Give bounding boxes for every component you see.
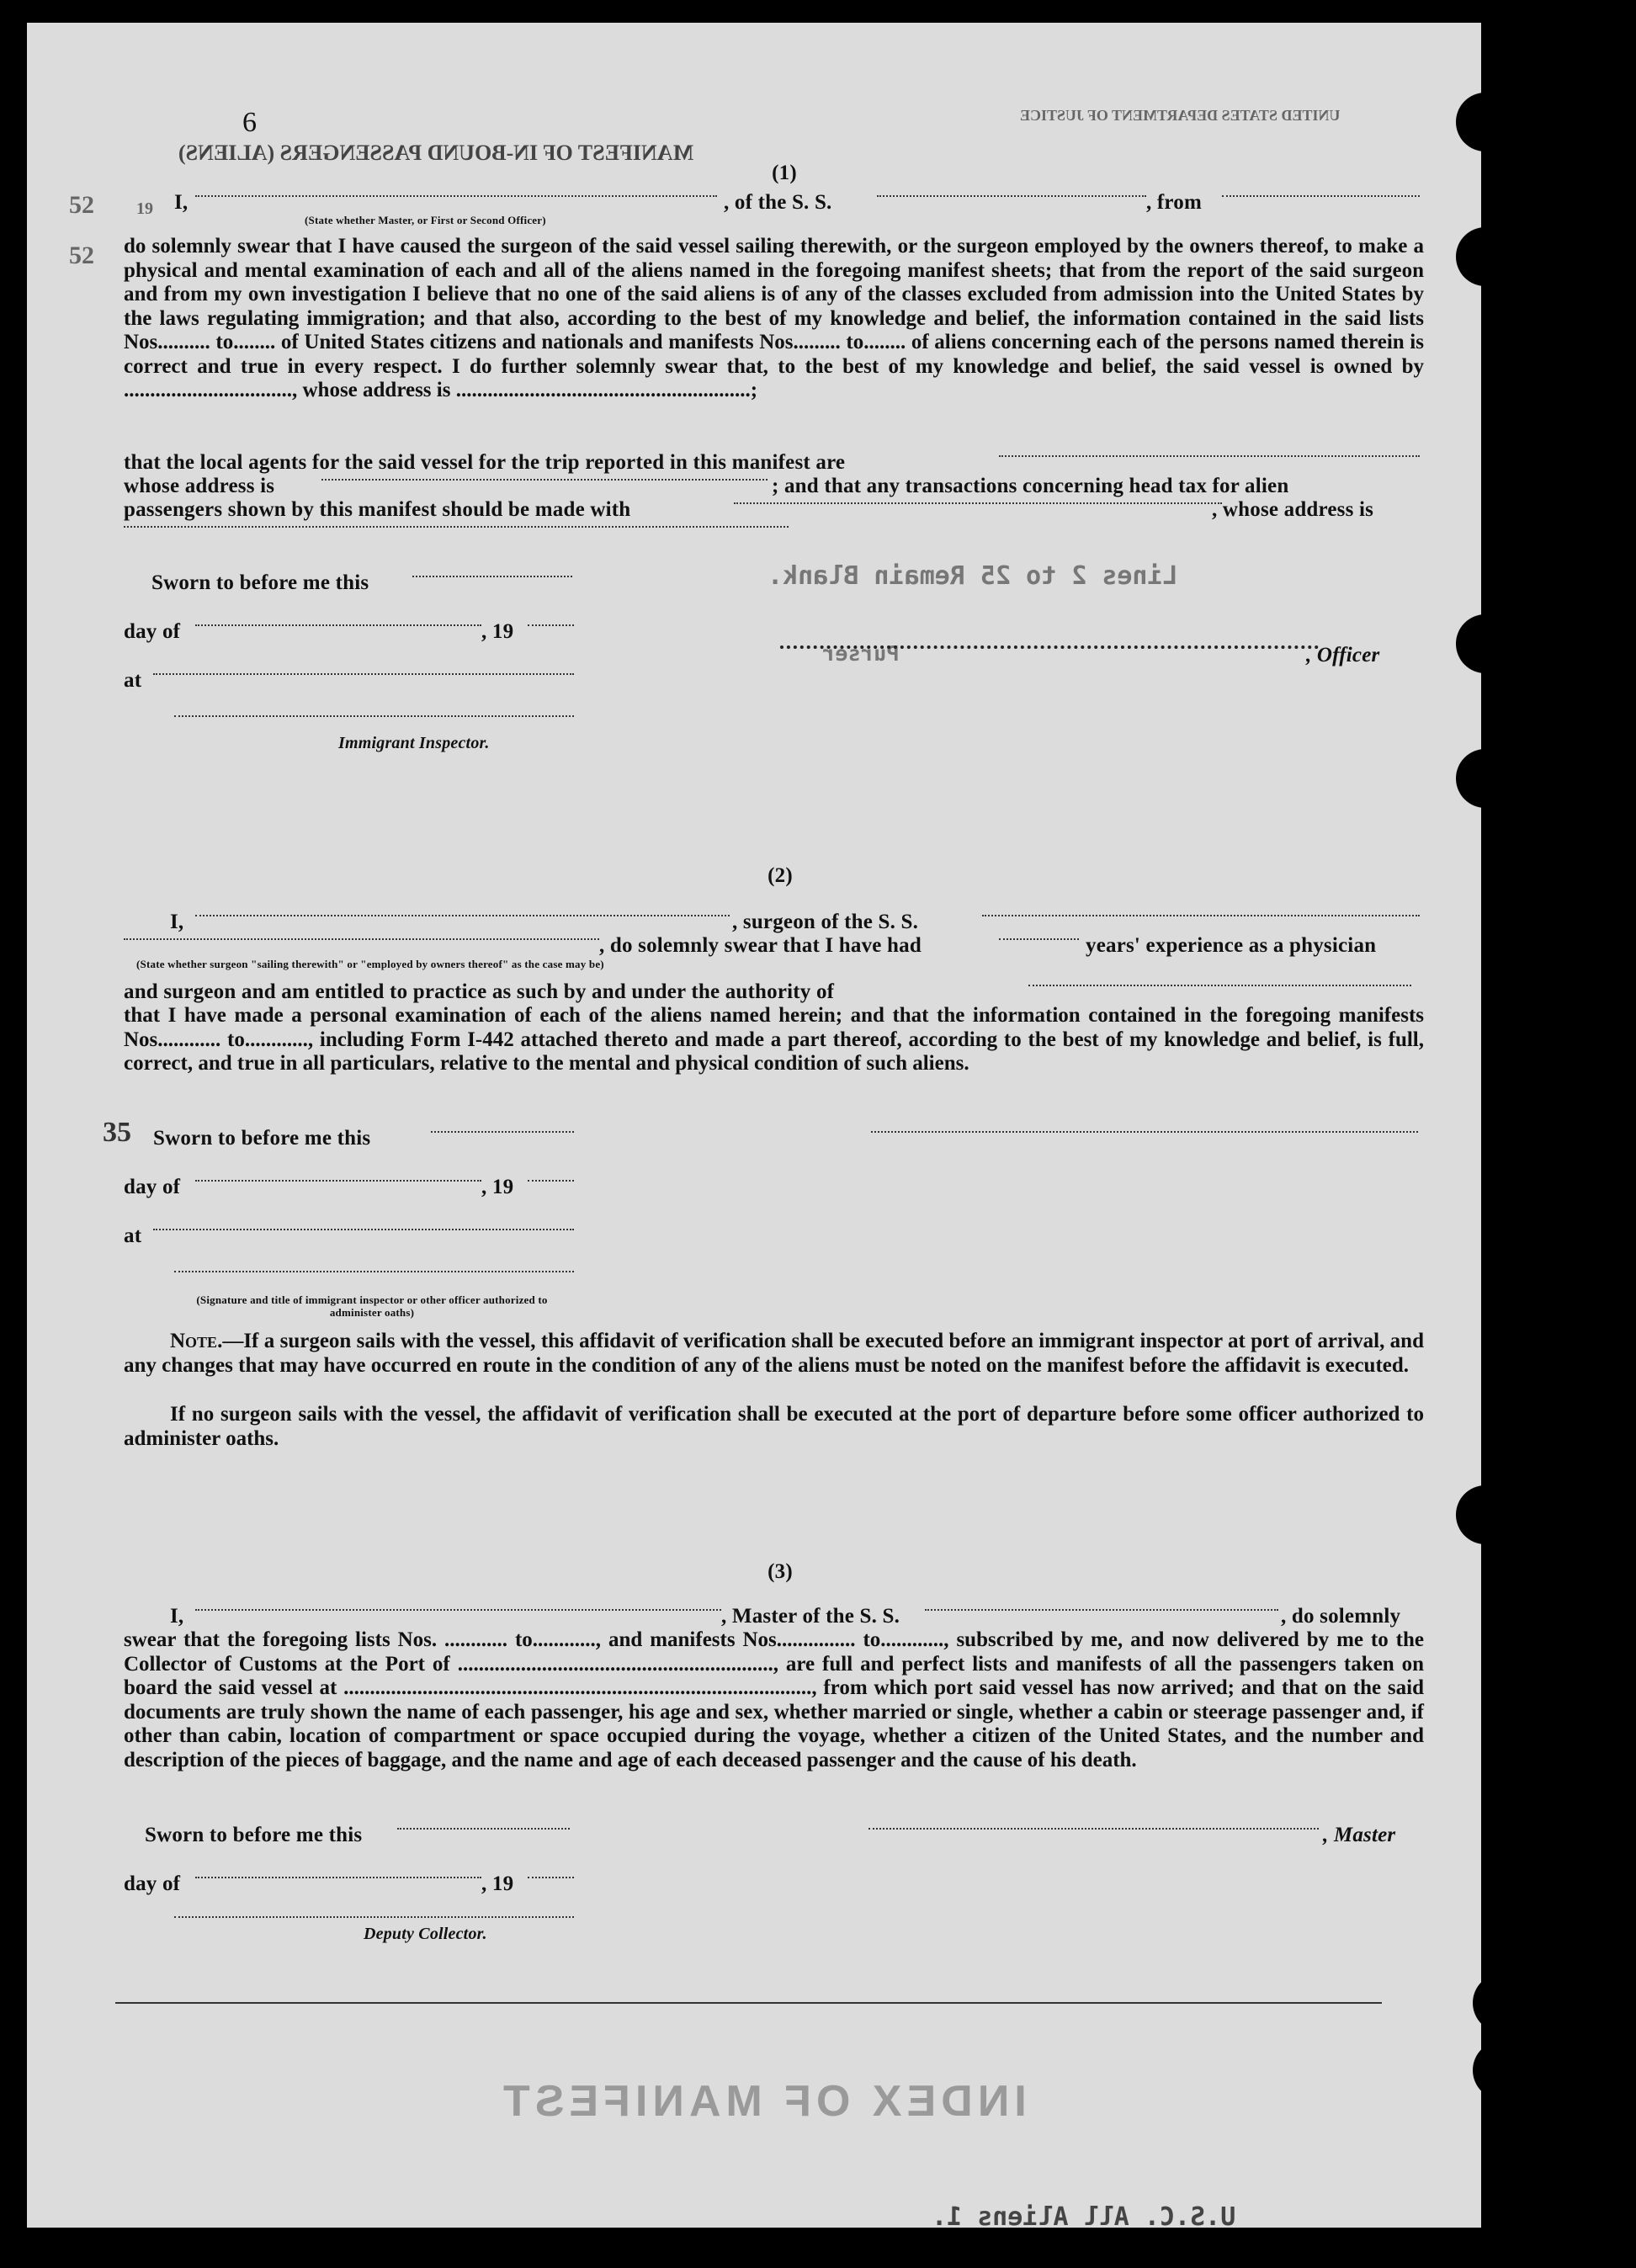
reversed-form-header: UNITED STATES DEPARTMENT OF JUSTICE bbox=[1020, 107, 1341, 124]
punch-hole bbox=[1473, 1973, 1532, 2032]
s2-day-of: day of bbox=[124, 1176, 181, 1198]
section-2-number: (2) bbox=[768, 864, 793, 887]
s1-sworn: Sworn to before me this bbox=[151, 571, 369, 594]
s3-i: I, bbox=[170, 1605, 184, 1628]
s1-immigrant-inspector: Immigrant Inspector. bbox=[338, 734, 490, 752]
s3-nineteen: , 19 bbox=[481, 1872, 514, 1895]
section-1-number: (1) bbox=[772, 162, 797, 184]
punch-hole bbox=[1456, 93, 1515, 151]
punch-hole bbox=[1456, 614, 1515, 673]
s3-paragraph: swear that the foregoing lists Nos. ............ to............, and manifests Nos............... to............, subscribed by me, and now delivered by me to the Collector of Customs at the Port of ............................................................, are full and perfect lists and manifests of all the passengers taken on board the said vessel at ........................................................................................., from which port said vessel has now arrived; and that on the said documents are truly shown the name of each passenger, his age and sex, whether married or single, whether a cabin or steerage passenger and, if other than cabin, location of compartment or space occupied during the voyage, whether a citizen of the United States, and the number and description of the pieces of baggage, and the name and age of each deceased passenger and the cause of his death. bbox=[124, 1628, 1424, 1771]
lines-blank-stamp: Lines 2 to 25 Remain Blank. bbox=[768, 561, 1178, 591]
s1-day-of: day of bbox=[124, 620, 181, 643]
s2-surgeon: , surgeon of the S. S. bbox=[732, 911, 919, 933]
side-number-top: 52 bbox=[69, 191, 94, 219]
side-number-19: 19 bbox=[136, 199, 153, 218]
s1-officer: , Officer bbox=[1306, 644, 1380, 667]
s2-signature-note: (Signature and title of immigrant inspector or other officer authorized to administer oaths) bbox=[196, 1293, 548, 1319]
manifest-number: 6 bbox=[242, 107, 258, 138]
s2-at: at bbox=[124, 1224, 142, 1247]
side-number-mid: 52 bbox=[69, 242, 94, 269]
s2-paragraph: that I have made a personal examination of each of the aliens named herein; and that the information contained in the foregoing manifests Nos............ to............, including Form I-442 attached thereto and made a part thereof, according to the best of my knowledge and belief, is full, correct, and true in all particulars, relative to the mental and physical condition of such aliens. bbox=[124, 1004, 1424, 1075]
s1-of-ss: , of the S. S. bbox=[724, 191, 832, 214]
bottom-stamp: U.S.C. All Aliens 1. bbox=[932, 2202, 1236, 2232]
s3-master: , Master of the S. S. bbox=[721, 1605, 900, 1628]
bottom-rule bbox=[115, 2002, 1382, 2004]
punch-hole bbox=[1481, 1119, 1540, 1178]
s1-purser-stamp: Purser bbox=[822, 641, 900, 666]
punch-hole bbox=[1481, 1620, 1540, 1679]
s3-deputy-collector: Deputy Collector. bbox=[364, 1925, 487, 1943]
s1-officer-note: (State whether Master, or First or Second Officer) bbox=[305, 214, 546, 226]
s1-agents: that the local agents for the said vessel for the trip reported in this manifest are bbox=[124, 451, 846, 474]
section-3-number: (3) bbox=[768, 1560, 793, 1583]
punch-hole bbox=[1481, 2108, 1540, 2167]
s2-sworn: Sworn to before me this bbox=[153, 1127, 371, 1150]
punch-hole bbox=[1473, 2041, 1532, 2100]
note-label: Note. bbox=[170, 1330, 223, 1352]
s1-i: I, bbox=[174, 191, 189, 214]
note-text: —If a surgeon sails with the vessel, this affidavit of verification shall be executed before an immigrant inspector at port of arrival, and any changes that may have occurred en route in the condition of any of the aliens must be noted on the manifest before the affidavit is executed. bbox=[124, 1330, 1424, 1377]
s3-master-sig: , Master bbox=[1323, 1824, 1396, 1846]
s2-note-paragraph-2: If no surgeon sails with the vessel, the affidavit of verification shall be executed at the port of departure before some officer authorized to administer oaths. bbox=[124, 1403, 1424, 1450]
s3-day-of: day of bbox=[124, 1872, 181, 1895]
s1-oath-paragraph: do solemnly swear that I have caused the surgeon of the said vessel sailing therewith, or the surgeon employed by the owners thereof, to make a physical and mental examination of each and all of the aliens named in the foregoing manifest sheets; that from the report of the said surgeon and from my own investigation I believe that no one of the said aliens is of any of the classes excluded from admission into the United States by the laws regulating immigration; and that also, according to the best of my knowledge and belief, the information contained in the said lists Nos.......... to........ of United States citizens and nationals and manifests Nos......... to........ of aliens concerning each of the persons named therein is correct and true in every respect. I do further solemnly swear that, to the best of my knowledge and belief, the said vessel is owned by ................................, whose address is ........................................................; bbox=[124, 235, 1424, 401]
reversed-header-text: MANIFEST OF IN-BOUND PASSENGERS (ALIENS) bbox=[178, 141, 694, 165]
s3-solemnly: , do solemnly bbox=[1281, 1605, 1401, 1628]
s1-nineteen: , 19 bbox=[481, 620, 514, 643]
punch-hole bbox=[1456, 749, 1515, 808]
s2-swear: , do solemnly swear that I have had bbox=[599, 934, 922, 957]
s1-head-tax: ; and that any transactions concerning head tax for alien bbox=[772, 475, 1289, 497]
s2-surgeon-note: (State whether surgeon "sailing therewith" or "employed by owners thereof" as the case may be) bbox=[136, 958, 604, 970]
punch-hole bbox=[1494, 265, 1553, 324]
s2-years: years' experience as a physician bbox=[1086, 934, 1377, 957]
manifest-page bbox=[27, 23, 1481, 2232]
s1-whose-address-is: , whose address is bbox=[1212, 498, 1374, 521]
punch-hole bbox=[1456, 1485, 1515, 1544]
s2-note-paragraph bbox=[124, 1330, 1424, 1378]
handwritten-number: 35 bbox=[103, 1117, 131, 1148]
s1-whose-address: whose address is bbox=[124, 475, 275, 497]
s2-i: I, bbox=[170, 911, 184, 933]
s2-nineteen: , 19 bbox=[481, 1176, 514, 1198]
s1-from: , from bbox=[1146, 191, 1202, 214]
s1-passengers: passengers shown by this manifest should be made with bbox=[124, 498, 631, 521]
s1-at: at bbox=[124, 669, 142, 692]
s3-sworn: Sworn to before me this bbox=[145, 1824, 363, 1846]
s2-authority: and surgeon and am entitled to practice as such by and under the authority of bbox=[124, 980, 835, 1003]
ghost-bleed-text: INDEX OF MANIFEST bbox=[498, 2077, 1027, 2126]
